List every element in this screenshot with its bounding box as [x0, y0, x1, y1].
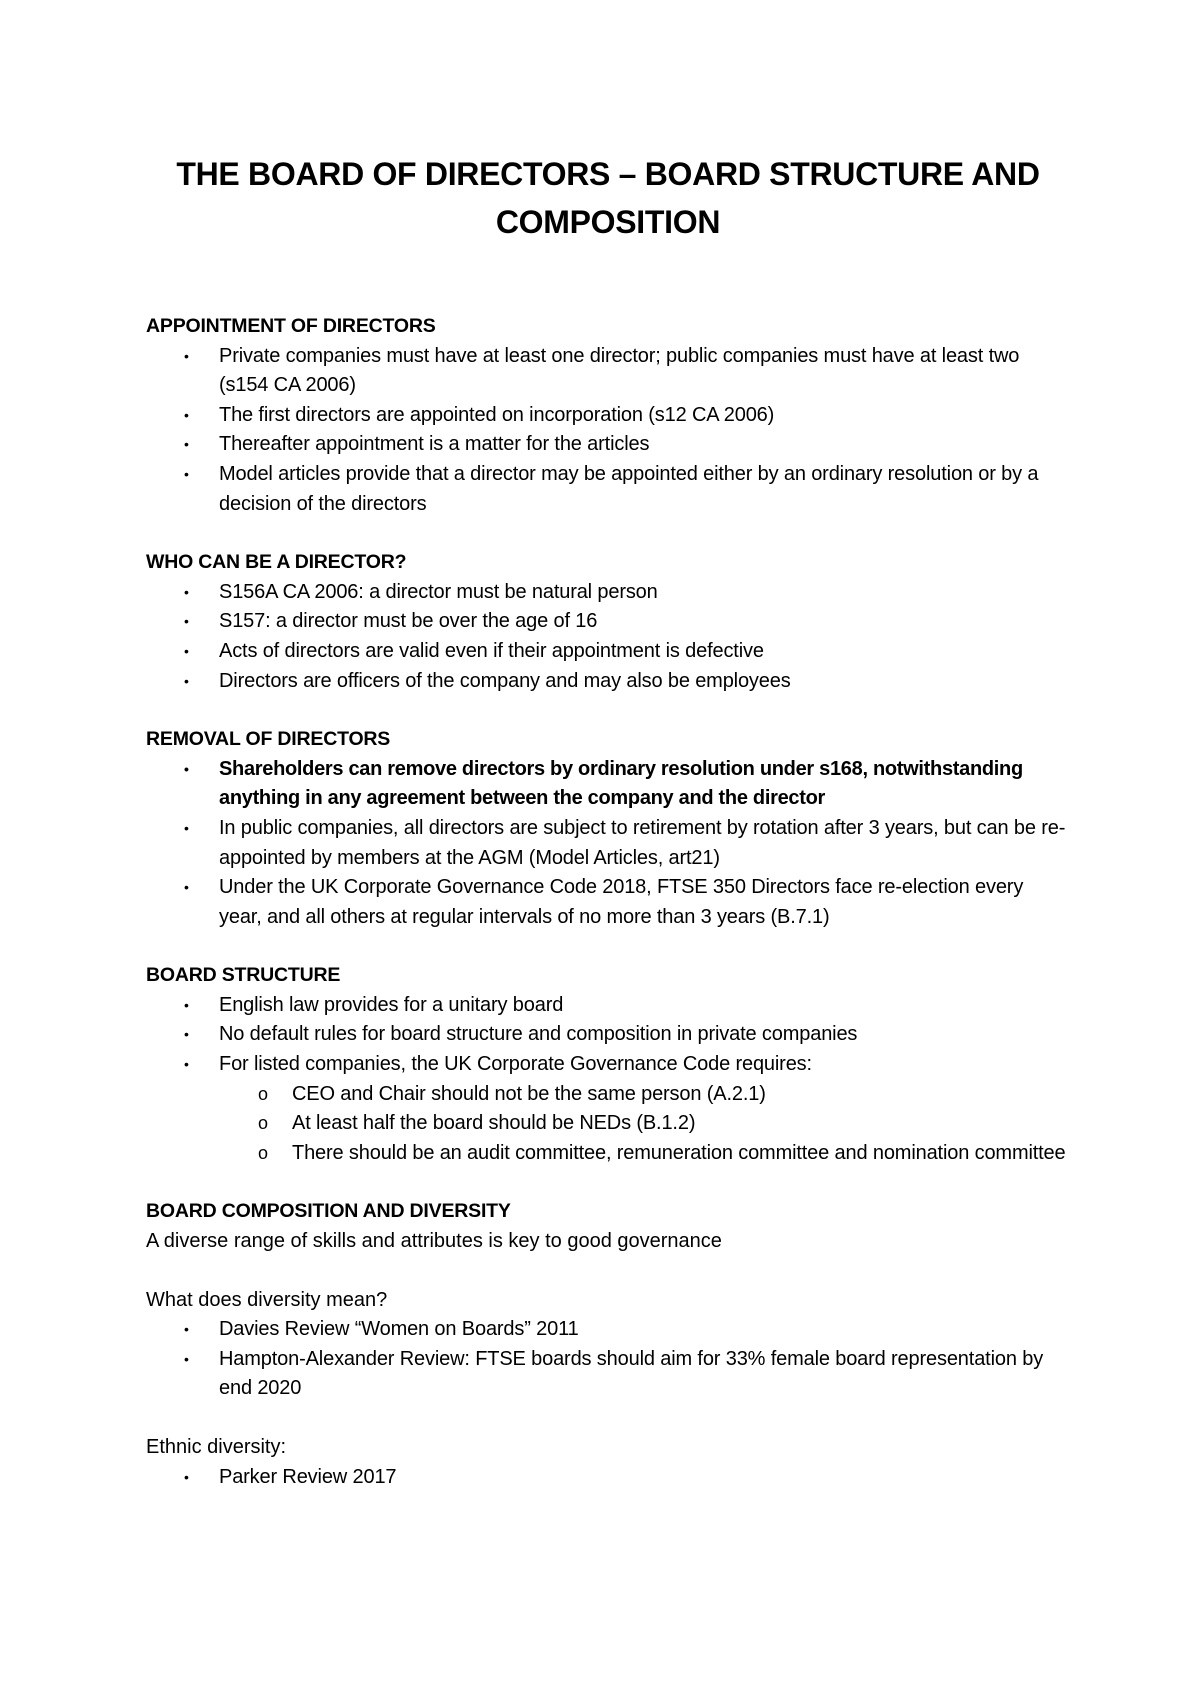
list-item — [146, 755, 1070, 814]
list-item — [146, 342, 1070, 401]
section-heading-composition: BOARD COMPOSITION AND DIVERSITY — [146, 1200, 511, 1223]
bullet-icon: • — [184, 996, 189, 1013]
list-item-text: Shareholders can remove directors by ordinary resolution under s168, notwithstanding anything in any agreement between the company and the director — [219, 757, 1023, 810]
sub-list-item — [146, 1080, 1070, 1110]
list-item — [146, 637, 1070, 667]
list-item — [146, 991, 1070, 1021]
section-heading-appointment: APPOINTMENT OF DIRECTORS — [146, 315, 436, 337]
list-item — [146, 607, 1070, 637]
list-item — [146, 460, 1070, 519]
subheading-diversity-meaning: What does diversity mean? — [146, 1288, 388, 1311]
bullet-list-who — [146, 578, 1070, 696]
list-item — [146, 1345, 1070, 1404]
bullet-list-diversity — [146, 1315, 1070, 1404]
bullet-list-removal — [146, 755, 1070, 933]
list-item — [146, 401, 1070, 431]
composition-intro: A diverse range of skills and attributes is key to good governance — [146, 1230, 722, 1253]
list-item-text: Model articles provide that a director may be appointed either by an ordinary resolution or by a decision of the directors — [219, 462, 1039, 515]
section-removal — [146, 725, 1070, 932]
bullet-icon: • — [184, 465, 189, 482]
bullet-list-structure — [146, 991, 1070, 1169]
sub-bullet-list-structure — [146, 1080, 1070, 1169]
list-item-text: Hampton-Alexander Review: FTSE boards should aim for 33% female board representation by end 2020 — [219, 1347, 1044, 1400]
bullet-list-ethnic — [146, 1463, 1070, 1493]
bullet-icon: • — [184, 1026, 189, 1043]
bullet-icon: • — [184, 672, 189, 689]
subheading-ethnic-diversity: Ethnic diversity: — [146, 1436, 287, 1458]
bullet-icon: • — [184, 1468, 189, 1485]
bullet-icon: • — [184, 819, 189, 836]
bullet-icon: • — [184, 1350, 189, 1367]
bullet-icon: • — [184, 583, 189, 600]
list-item-text: Davies Review “Women on Boards” 2011 — [219, 1318, 579, 1341]
section-heading-removal: REMOVAL OF DIRECTORS — [146, 728, 391, 751]
list-item-text: For listed companies, the UK Corporate Governance Code requires: — [219, 1053, 812, 1076]
list-item-text: Private companies must have at least one director; public companies must have at least two (s154 CA 2006) — [219, 344, 1020, 397]
circle-bullet-icon: o — [258, 1083, 268, 1104]
sub-list-item — [146, 1139, 1070, 1169]
list-item-text: S156A CA 2006: a director must be natural person — [219, 580, 658, 603]
list-item-text: English law provides for a unitary board — [219, 993, 564, 1016]
document-title: THE BOARD OF DIRECTORS – BOARD STRUCTURE AND COMPOSITION — [176, 156, 1040, 240]
list-item — [146, 1463, 1070, 1493]
section-composition — [146, 1197, 1070, 1256]
sub-list-item-text: At least half the board should be NEDs (B.1.2) — [292, 1112, 696, 1135]
sub-list-wrapper — [146, 1080, 1070, 1169]
list-item-text: Directors are officers of the company and may also be employees — [219, 669, 791, 692]
bullet-icon: • — [184, 406, 189, 423]
sub-list-item-text: There should be an audit committee, remuneration committee and nomination committee — [292, 1141, 1066, 1164]
bullet-icon: • — [184, 1056, 189, 1073]
list-item — [146, 578, 1070, 608]
section-appointment — [146, 312, 1070, 519]
section-diversity-meaning — [146, 1286, 1070, 1404]
list-item-text: Acts of directors are valid even if their appointment is defective — [219, 639, 764, 662]
list-item — [146, 667, 1070, 697]
list-item-text: No default rules for board structure and composition in private companies — [219, 1023, 858, 1046]
list-item — [146, 1050, 1070, 1168]
list-item-text: In public companies, all directors are subject to retirement by rotation after 3 years, but can be re-appointed by members at the AGM (Model Articles, art21) — [219, 816, 1066, 869]
circle-bullet-icon: o — [258, 1113, 268, 1134]
list-item-text: Under the UK Corporate Governance Code 2018, FTSE 350 Directors face re-election every year, and all others at regular intervals of no more than 3 years (B.7.1) — [219, 876, 1024, 928]
section-ethnic-diversity — [146, 1433, 1070, 1492]
list-item — [146, 814, 1070, 873]
list-item — [146, 430, 1070, 460]
bullet-icon: • — [184, 613, 189, 630]
bullet-list-appointment — [146, 342, 1070, 520]
list-item-text: The first directors are appointed on incorporation (s12 CA 2006) — [219, 403, 775, 426]
section-structure — [146, 961, 1070, 1168]
section-heading-who: WHO CAN BE A DIRECTOR? — [146, 551, 407, 574]
bullet-icon: • — [184, 879, 189, 896]
sub-list-item — [146, 1109, 1070, 1139]
bullet-icon: • — [184, 642, 189, 659]
section-heading-structure: BOARD STRUCTURE — [146, 964, 341, 987]
list-item-text: Thereafter appointment is a matter for the articles — [219, 433, 650, 456]
list-item-text: S157: a director must be over the age of 16 — [219, 610, 598, 633]
bullet-icon: • — [184, 436, 189, 453]
bullet-icon: • — [184, 760, 189, 777]
section-who — [146, 548, 1070, 696]
list-item — [146, 1315, 1070, 1345]
sub-list-item-text: CEO and Chair should not be the same person (A.2.1) — [292, 1082, 766, 1105]
bullet-icon: • — [184, 1321, 189, 1338]
bullet-icon: • — [184, 347, 189, 364]
list-item-text: Parker Review 2017 — [219, 1465, 397, 1488]
list-item — [146, 1020, 1070, 1050]
list-item — [146, 873, 1070, 932]
circle-bullet-icon: o — [258, 1142, 268, 1163]
